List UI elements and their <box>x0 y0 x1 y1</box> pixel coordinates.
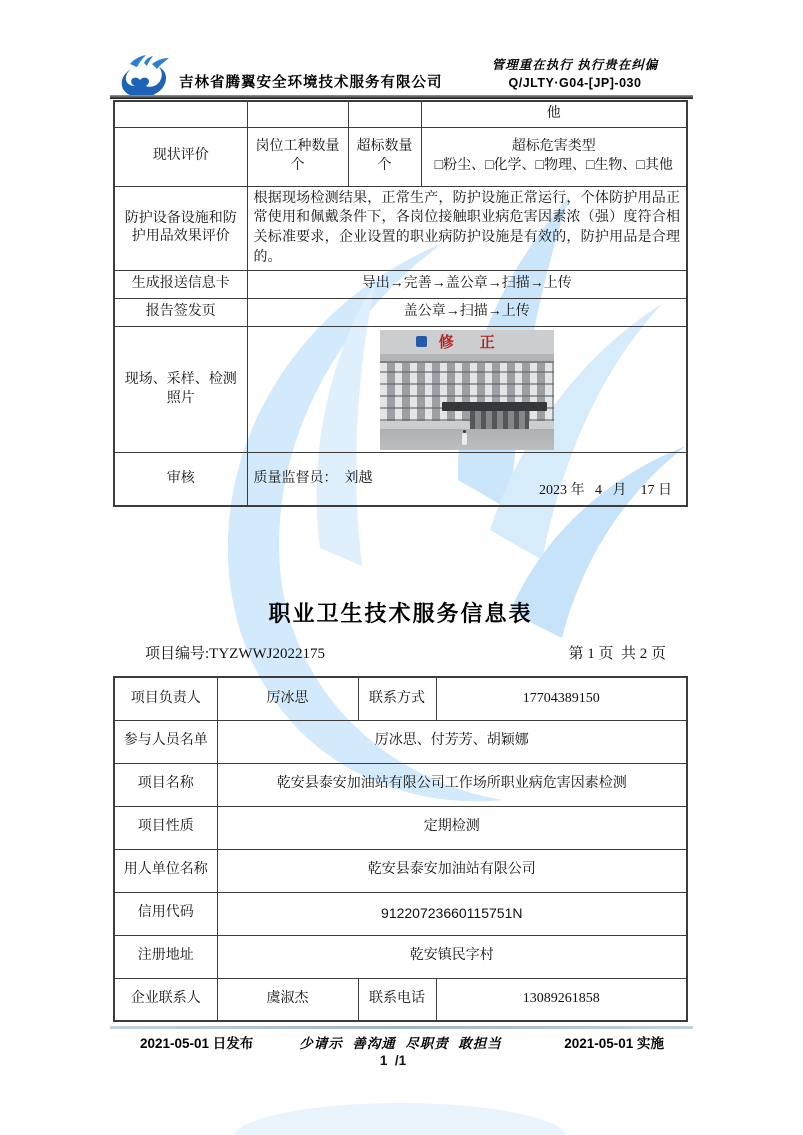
table-row <box>114 327 687 453</box>
value-contact-phone: 13089261858 <box>436 978 687 1021</box>
value-credit-code: 91220723660115751N <box>217 892 687 935</box>
info-sheet-title: 职业卫生技术服务信息表 <box>268 601 533 626</box>
label-participants: 参与人员名单 <box>114 720 217 763</box>
photo-awning <box>442 402 546 411</box>
label-registered-address: 注册地址 <box>114 935 217 978</box>
table-row <box>114 101 687 127</box>
header-slogan-block <box>460 55 690 90</box>
row-label-audit: 审核 <box>114 453 247 506</box>
company-logo-icon <box>116 55 172 98</box>
project-info-table <box>113 676 688 1022</box>
table-row <box>114 271 687 299</box>
page-number: 1 /1 <box>379 1053 407 1068</box>
table-row <box>114 127 687 186</box>
photo-sign-text: 修正 <box>438 333 521 351</box>
photo-cell <box>247 327 687 453</box>
value-company-contact: 虞淑杰 <box>217 978 358 1021</box>
photo-roof <box>380 354 554 363</box>
footer-rule <box>110 1026 693 1029</box>
row-label-status-eval: 现状评价 <box>114 127 247 186</box>
label-contact-phone: 联系电话 <box>358 978 436 1021</box>
label-contact-method: 联系方式 <box>358 677 436 720</box>
row-label-info-card: 生成报送信息卡 <box>114 271 247 299</box>
value-participants: 厉冰思、付芳芳、胡颖娜 <box>217 720 687 763</box>
empty-cell <box>348 101 421 127</box>
header-slogan: 管理重在执行 执行贵在纠偏 <box>491 58 659 72</box>
label-employer-name: 用人单位名称 <box>114 849 217 892</box>
table-row <box>114 806 687 849</box>
table-row <box>114 186 687 271</box>
audit-cell <box>247 453 687 506</box>
cell-line: 超标危害类型 <box>511 139 596 155</box>
info-card-flow: 导出→完善→盖公章→扫描→上传 <box>247 271 687 299</box>
photo-entrance <box>470 411 529 429</box>
project-number-value: TYZWWJ2022175 <box>209 646 325 662</box>
value-project-nature: 定期检测 <box>217 806 687 849</box>
table-row <box>114 892 687 935</box>
table-row <box>114 299 687 327</box>
table-row <box>114 720 687 763</box>
row-label-signoff-page: 报告签发页 <box>114 299 247 327</box>
site-photo <box>380 330 554 450</box>
carryover-cell: 他 <box>421 101 687 127</box>
footer-motto: 少请示 善沟通 尽职责 敢担当 <box>299 1036 502 1051</box>
signoff-flow: 盖公章→扫描→上传 <box>247 299 687 327</box>
label-credit-code: 信用代码 <box>114 892 217 935</box>
page-indicator: 第 1 页 共 2 页 <box>568 646 666 662</box>
cell-hazard-types <box>421 127 687 186</box>
project-number <box>145 642 325 663</box>
value-project-leader: 厉冰思 <box>217 677 358 720</box>
row-label-photos: 现场、采样、检测照片 <box>114 327 247 453</box>
value-registered-address: 乾安镇民字村 <box>217 935 687 978</box>
document-code: Q/JLTY·G04-[JP]-030 <box>508 76 642 90</box>
label-project-leader: 项目负责人 <box>114 677 217 720</box>
photo-ground <box>380 429 554 450</box>
cell-exceed-count <box>348 127 421 186</box>
table-row <box>114 763 687 806</box>
empty-cell <box>114 101 247 127</box>
cell-post-count <box>247 127 348 186</box>
value-employer-name: 乾安县泰安加油站有限公司 <box>217 849 687 892</box>
cell-line: 个 <box>377 157 392 173</box>
table-row <box>114 935 687 978</box>
quality-supervisor: 质量监督员： 刘越 <box>253 470 373 486</box>
header-rule <box>110 95 693 99</box>
company-name: 吉林省腾翼安全环境技术服务有限公司 <box>179 75 443 91</box>
project-number-label: 项目编号: <box>145 646 210 662</box>
empty-cell <box>247 101 348 127</box>
page-footer <box>113 1032 688 1052</box>
table-row <box>114 849 687 892</box>
value-contact-method: 17704389150 <box>436 677 687 720</box>
label-company-contact: 企业联系人 <box>114 978 217 1021</box>
protection-eval-text: 根据现场检测结果，正常生产，防护设施正常运行，个体防护用品正常使用和佩戴条件下，各岗位接触职业病危害因素浓（强）度符合相关标准要求，企业设置的职业病防护设施是有效的，防护用品是合理的。 <box>247 186 687 271</box>
table-row <box>114 677 687 720</box>
watermark-bottom-arc <box>233 1103 567 1135</box>
release-date: 2021-05-01 日发布 <box>140 1036 254 1051</box>
audit-date: 2023 年 4 月 17 日 <box>539 483 672 499</box>
hazard-checkbox-line: □粉尘、□化学、□物理、□生物、□其他 <box>434 157 673 173</box>
implement-date: 2021-05-01 实施 <box>564 1036 664 1051</box>
photo-person <box>462 433 467 445</box>
value-project-name: 乾安县泰安加油站有限公司工作场所职业病危害因素检测 <box>217 763 687 806</box>
cell-line: 超标数量 <box>356 139 413 155</box>
table-row <box>114 978 687 1021</box>
label-project-nature: 项目性质 <box>114 806 217 849</box>
cell-line: 个 <box>290 157 305 173</box>
label-project-name: 项目名称 <box>114 763 217 806</box>
row-label-protection-eval: 防护设备设施和防护用品效果评价 <box>114 186 247 271</box>
cell-line: 岗位工种数量 <box>255 139 340 155</box>
evaluation-table <box>113 100 688 507</box>
table-row <box>114 453 687 506</box>
